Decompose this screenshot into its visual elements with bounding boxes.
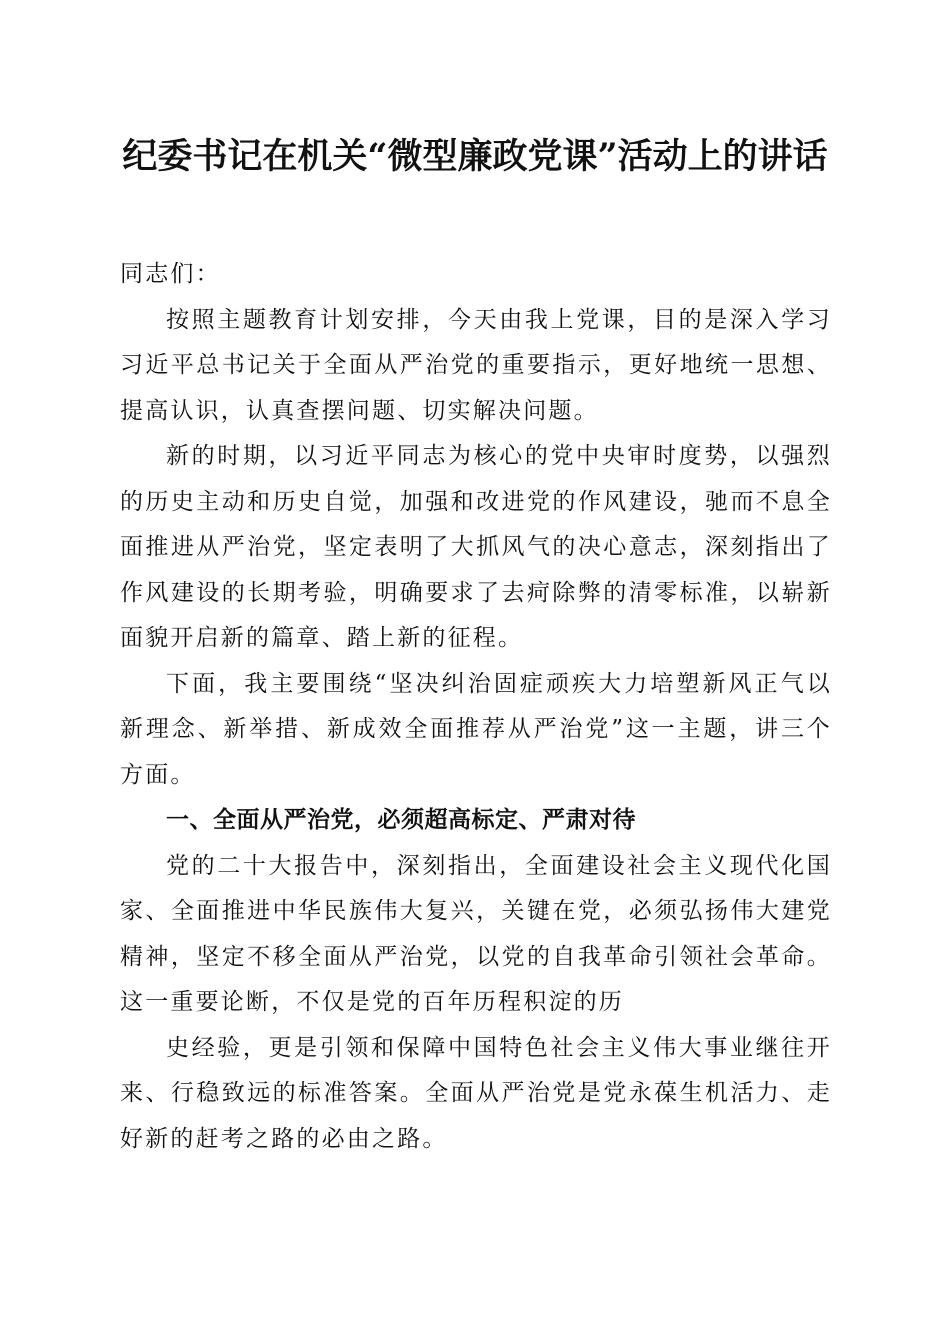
section-heading: 一、全面从严治党，必须超高标定、严肃对待 <box>166 807 636 833</box>
paragraph-1: 按照主题教育计划安排，今天由我上党课，目的是深入学习习近平总书记关于全面从严治党的重要指示，更好地统一思想、提高认识，认真查摆问题、切实解决问题。 <box>120 306 832 424</box>
section-paragraph-1: 党的二十大报告中，深刻指出，全面建设社会主义现代化国家、全面推进中华民族伟大复兴，关键在党，必须弘扬伟大建党精神，坚定不移全面从严治党，以党的自我革命引领社会革命。这一重要论断，不仅是党的百年历程积淀的历 <box>120 852 832 1015</box>
section-paragraph-2: 史经验，更是引领和保障中国特色社会主义伟大事业继往开来、行稳致远的标准答案。全面从严治党是党永葆生机活力、走好新的赶考之路的必由之路。 <box>120 1034 832 1152</box>
paragraph-3: 下面，我主要围绕“坚决纠治固症顽疾大力培塑新风正气以新理念、新举措、新成效全面推荐从严治党”这一主题，讲三个方面。 <box>120 670 832 788</box>
salutation: 同志们： <box>120 261 221 287</box>
document-body <box>120 252 832 1162</box>
document-title: 纪委书记在机关“微型廉政党课”活动上的讲话 <box>122 136 828 177</box>
paragraph-2: 新的时期，以习近平同志为核心的党中央审时度势，以强烈的历史主动和历史自觉，加强和改进党的作风建设，驰而不息全面推进从严治党，坚定表明了大抓风气的决心意志，深刻指出了作风建设的长期考验，明确要求了去疴除弊的清零标准，以崭新面貌开启新的篇章、踏上新的征程。 <box>120 443 832 651</box>
